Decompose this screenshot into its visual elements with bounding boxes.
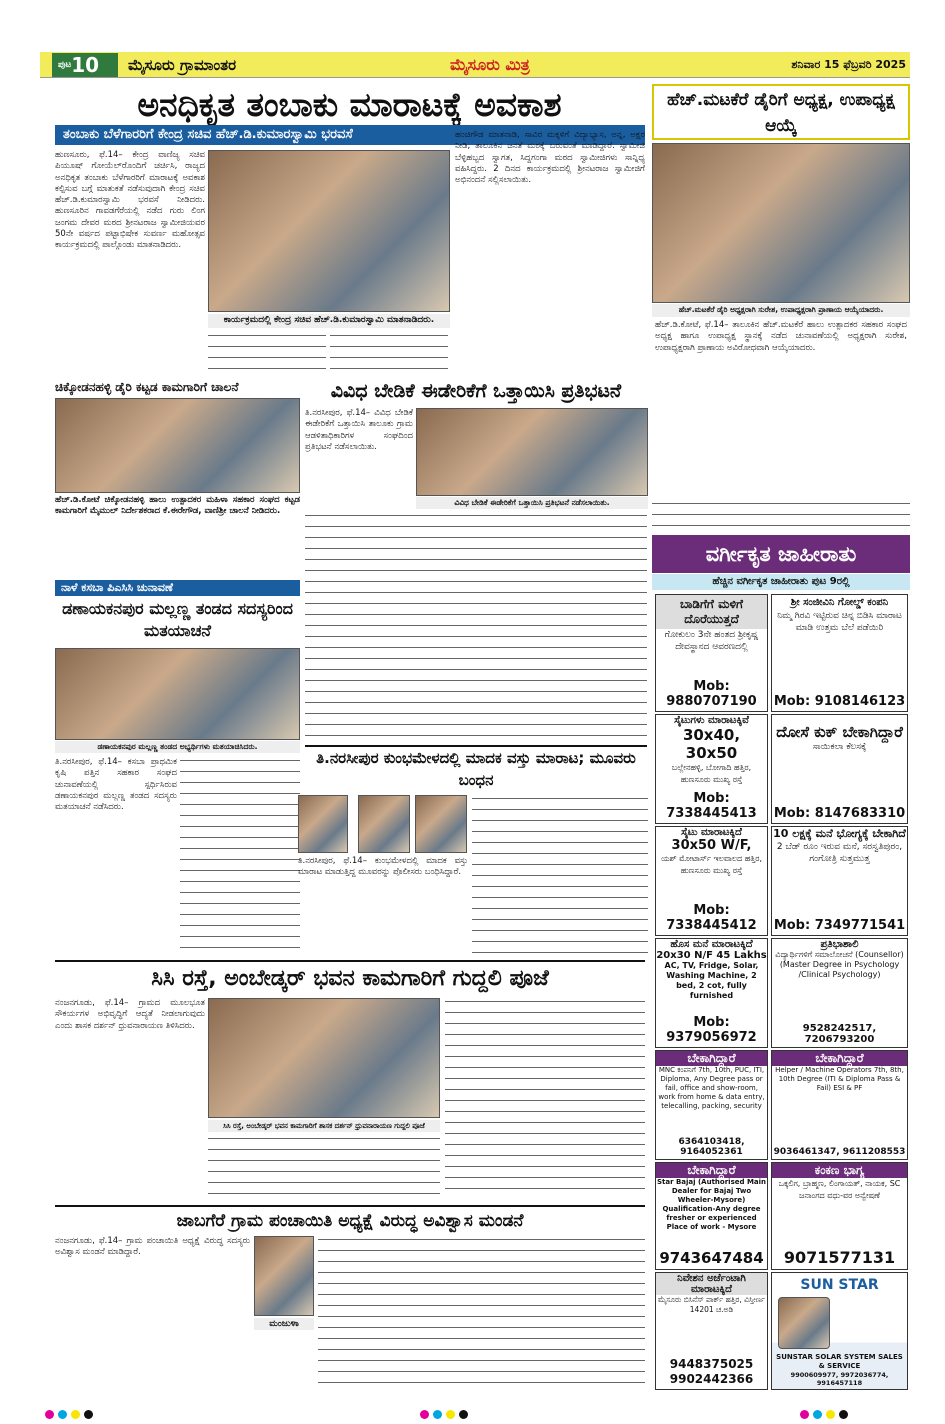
ad-star-bajaj bbox=[655, 1162, 768, 1270]
ad-house-lease bbox=[771, 826, 908, 936]
ad-mobile: 9448375025 9902442366 bbox=[669, 1357, 754, 1386]
registration-marks-center bbox=[420, 1404, 540, 1416]
ad-mobile: Mob: 8147683310 bbox=[773, 806, 906, 821]
lead-body-left bbox=[55, 150, 205, 370]
ad-title: ಶ್ರೀ ಸಂಜೀವಿನಿ ಗೋಲ್ಡ್ ಕಂಪನಿ bbox=[790, 597, 889, 608]
protest-headline: ವಿವಿಧ ಬೇಡಿಕೆ ಈಡೇರಿಕೆಗೆ ಒತ್ತಾಯಿಸಿ ಪ್ರತಿಭಟನೆ bbox=[330, 380, 622, 402]
ad-title: ಬೇಕಾಗಿದ್ದಾರೆ bbox=[772, 1051, 907, 1066]
ad-body: SUNSTAR SOLAR SYSTEM SALES & SERVICE bbox=[776, 1353, 903, 1370]
campaign-body-text: ತಿ.ನರಸೀಪುರ, ಫೆ.14– ಕಸಬಾ ಪ್ರಾಥಮಿಕ ಕೃಷಿ ಪತ್ತಿನ ಸಹಕಾರ ಸಂಘದ ಚುನಾವಣೆಯಲ್ಲಿ ಸ್ಪರ್ಧಿಸಿರುವ ಡಣಾಯಕನಪುರ ಮಲ್ಲಣ್ಣ ತಂಡದ ಸದಸ್ಯರು ಮತಯಾಚನೆ ನಡೆಸಿದರು. bbox=[55, 757, 177, 813]
ad-title: ಹೊಸ ಮನೆ ಮಾರಾಟಕ್ಕಿದೆ bbox=[670, 939, 753, 950]
campaign-caption: ಡಣಾಯಕನಪುರ ಮಲ್ಲಣ್ಣ ತಂಡದ ಅಭ್ಯರ್ಥಿಗಳು ಮತಯಾಚಿಸಿದರು. bbox=[55, 741, 300, 753]
ad-title: 10 ಲಕ್ಷಕ್ಕೆ ಮನೆ ಭೋಗ್ಯಕ್ಕೆ ಬೇಕಾಗಿದೆ bbox=[773, 827, 906, 840]
jabagere-caption: ಮಂಜುಳಾ bbox=[254, 1318, 314, 1330]
ad-body: 2 ಬೆಡ್ ರೂಂ ಇರುವ ಮನೆ, ಸರಸ್ವತಿಪುರಂ, ಗಂಗೋತ್ರಿ ಸುತ್ತಮುತ್ತ bbox=[776, 842, 903, 864]
jabagere-body bbox=[55, 1236, 250, 1386]
ad-mobile: 6364103418, 9164052361 bbox=[678, 1137, 745, 1157]
ad-shop-rent bbox=[655, 594, 768, 712]
ad-body: ನಿಮ್ಮ ಗಿರವಿ ಇಟ್ಟಿರುವ ಚಿನ್ನ ಬಿಡಿಸಿ ಮಾರಾಟ ಮಾಡಿ ಉತ್ತಮ ಬೆಲೆ ಪಡೆಯಿರಿ bbox=[777, 611, 902, 633]
drugs-body bbox=[298, 856, 468, 956]
lead-body-mid1 bbox=[208, 332, 326, 372]
page-number: 10 bbox=[71, 53, 100, 77]
ad-title: SUN STAR bbox=[800, 1277, 879, 1293]
road-body-col2 bbox=[445, 998, 645, 1198]
ad-title: ಬೇಕಾಗಿದ್ದಾರೆ bbox=[656, 1051, 767, 1066]
protest-body-text: ತಿ.ನರಸೀಪುರ, ಫೆ.14– ವಿವಿಧ ಬೇಡಿಕೆ ಈಡೇರಿಕೆಗೆ ಒತ್ತಾಯಿಸಿ ತಾಲೂಕು ಗ್ರಾಮ ಆಡಳಿತಾಧಿಕಾರಿಗಳ ಸಂಘದಿಂದ ಪ್ರತಿಭಟನೆ ನಡೆಸಲಾಯಿತು. bbox=[305, 408, 413, 452]
ad-mobile: 9071577131 bbox=[783, 1248, 896, 1267]
lead-subhead: ತಂಬಾಕು ಬೆಳೆಗಾರರಿಗೆ ಕೇಂದ್ರ ಸಚಿವ ಹೆಚ್.ಡಿ.ಕುಮಾರಸ್ವಾಮಿ ಭರವಸೆ bbox=[55, 125, 645, 145]
lead-body-right-text: ಹಂಚಿಗೌಡ ಮಾತನಾಡಿ, ಸಾವಿರ ಮಕ್ಕಳಿಗೆ ವಿದ್ಯಾಭ್ಯಾಸ, ಅನ್ನ, ಅಕ್ಷರ ನೀಡಿ, ತಾಲೂಕಿನ ಜನತೆ ಮಠಕ್ಕೆ ಬರುವಂತೆ ಮಾಡಿದ್ದಾರೆ. ಸ್ವಾಮೀಜಿ ಬೆಳ್ಳಿಹಬ್ಬದ ಸ್ವಾಗತ, ಸಿದ್ದಗಂಗಾ ಮಠದ ಸ್ವಾಮೀಜಿಗಳು ಸಾನ್ನಿಧ್ಯ ವಹಿಸಿದ್ದರು. 2 ದಿನದ ಕಾರ್ಯಕ್ರಮದಲ್ಲಿ ಶ್ರೀನಟರಾಜ ಸ್ವಾಮೀಜಿಗೆ ಅಭಿನಂದನೆ ಸಲ್ಲಿಸಲಾಯಿತು. bbox=[455, 130, 645, 186]
ad-title: ದೋಸೆ ಕುಕ್ ಬೇಕಾಗಿದ್ದಾರೆ bbox=[776, 723, 903, 741]
lead-body-mid2 bbox=[330, 332, 448, 372]
ad-body: ಬಲ್ಲೇನಹಳ್ಳಿ, ಬೋಗಾದಿ ಹತ್ತಿರ, ಹುಣಸೂರು ಮುಖ್ಯ ರಸ್ತೆ bbox=[671, 763, 752, 784]
ad-mobile: 9743647484 bbox=[659, 1249, 764, 1267]
ad-body: ಗೋಕುಲಂ 3ನೇ ಹಂತದ ಶ್ರೀಕೃಷ್ಣ ದೇವಸ್ಥಾನದ ಆವರಣದಲ್ಲಿ bbox=[664, 630, 759, 652]
ad-plot-sale bbox=[655, 1272, 768, 1390]
ad-body: AC, TV, Fridge, Solar, Washing Machine, 2 bed, 2 cot, fully furnished bbox=[664, 961, 759, 1000]
ad-big: 30x50 W/F, bbox=[671, 838, 752, 853]
page-number-box bbox=[52, 53, 118, 77]
campaign-photo bbox=[55, 648, 300, 740]
ad-title: ಸೈಟುಗಳು ಮಾರಾಟಕ್ಕಿವೆ bbox=[674, 715, 749, 726]
road-body bbox=[55, 998, 205, 1198]
drugs-body-text: ತಿ.ನರಸೀಪುರ, ಫೆ.14– ಕುಂಭಮೇಳದಲ್ಲಿ ಮಾದಕ ವಸ್ತು ಮಾರಾಟ ಮಾಡುತ್ತಿದ್ದ ಮೂವರನ್ನು ಪೊಲೀಸರು ಬಂಧಿಸಿದ್ದಾರೆ. bbox=[298, 856, 468, 878]
ad-sunstar bbox=[771, 1272, 908, 1390]
ad-title: ಬೇಕಾಗಿದ್ದಾರೆ bbox=[656, 1163, 767, 1178]
ad-title: ನಿವೇಶನ ಅರ್ಜೆಂಟಾಗಿ ಮಾರಾಟಕ್ಕಿದೆ bbox=[656, 1273, 767, 1295]
ad-matrimony bbox=[771, 1162, 908, 1270]
right-top-body-tail bbox=[652, 500, 910, 530]
ad-body: ಮೈಸೂರು ಬಿಸಿನೆಸ್ ಪಾರ್ಕ್ ಹತ್ತಿರ, ವಿಸ್ತೀರ್ಣ 14201 ಚ.ಅಡಿ bbox=[658, 1295, 765, 1314]
ad-body: Star Bajaj (Authorised Main Dealer for Bajaj Two Wheeler-Mysore) Qualification-Any degree fresher or experienced Place of work - Mysore bbox=[656, 1178, 767, 1231]
registration-marks-left bbox=[45, 1404, 165, 1416]
ad-mobile: Mob: 7338445413 bbox=[666, 791, 757, 821]
protest-photo bbox=[416, 408, 648, 496]
ad-mobile: Mob: 9108146123 bbox=[773, 694, 906, 709]
ad-mobile: Mob: 7338445412 bbox=[666, 903, 757, 933]
lead-photo bbox=[208, 150, 450, 312]
protest-body bbox=[305, 408, 413, 508]
ad-title: ಬಾಡಿಗೆಗೆ ಮಳಿಗೆ ದೊರೆಯುತ್ತದೆ bbox=[656, 595, 767, 629]
campaign-headline: ಡಣಾಯಕನಪುರ ಮಲ್ಲಣ್ಣ ತಂಡದ ಸದಸ್ಯರಿಂದ ಮತಯಾಚನೆ bbox=[62, 599, 293, 640]
ad-gold bbox=[771, 594, 908, 712]
campaign-kicker: ನಾಳೆ ಕಸಬಾ ಪಿಎಸಿಸಿ ಚುನಾವಣೆ bbox=[55, 580, 300, 596]
ad-mobile: Mob: 7349771541 bbox=[773, 918, 906, 933]
ad-body: ಯಶ್ ಮೋಟಾರ್ಸ್ ಇಲವಾಲದ ಹತ್ತಿರ, ಹುಣಸೂರು ಮುಖ್ಯ ರಸ್ತೆ bbox=[660, 854, 763, 875]
lead-headline: ಅನಧಿಕೃತ ತಂಬಾಕು ಮಾರಾಟಕ್ಕೆ ಅವಕಾಶ bbox=[137, 85, 562, 124]
road-body-col3 bbox=[208, 1135, 440, 1200]
right-top-caption: ಹೆಚ್.ಮಟಕೆರೆ ಡೈರಿ ಅಧ್ಯಕ್ಷರಾಗಿ ಸುರೇಶ, ಉಪಾಧ್ಯಕ್ಷರಾಗಿ ಪ್ರಾಣಾಯ ಆಯ್ಕೆಯಾದರು. bbox=[652, 304, 910, 317]
ad-mobile: 9036461347, 9611208553 bbox=[773, 1147, 906, 1157]
ad-sunstar-photo bbox=[778, 1297, 830, 1349]
classifieds-subtitle: ಹೆಚ್ಚಿನ ವರ್ಗೀಕೃತ ಜಾಹೀರಾತು ಪುಟ 9ರಲ್ಲಿ bbox=[652, 574, 910, 590]
masthead: ಮೈಸೂರು ಮಿತ್ರ bbox=[450, 55, 530, 74]
ad-site-sale bbox=[655, 826, 768, 936]
road-photo bbox=[208, 998, 440, 1118]
road-headline: ಸಿಸಿ ರಸ್ತೆ, ಅಂಬೇಡ್ಕರ್ ಭವನ ಕಾಮಗಾರಿಗೆ ಗುದ್ದಲಿ ಪೂಜೆ bbox=[55, 960, 645, 994]
ad-sites bbox=[655, 714, 768, 824]
ad-cook bbox=[771, 714, 908, 824]
section-name: ಮೈಸೂರು ಗ್ರಾಮಾಂತರ bbox=[128, 56, 237, 74]
ad-body: MNC ಕಂಪನಿಗೆ 7th, 10th, PUC, ITI, Diploma, Any Degree pass or fail, office and show-room, work from home & data entry, telecalling, packing, security bbox=[658, 1066, 765, 1110]
issue-date: ಶನಿವಾರ 15 ಫೆಬ್ರವರಿ 2025 bbox=[791, 58, 906, 71]
ad-new-house bbox=[655, 938, 768, 1048]
ad-mobile: Mob: 9880707190 bbox=[666, 679, 757, 709]
dairy-headline: ಚಿಕ್ಕೋಡನಹಳ್ಳಿ ಡೈರಿ ಕಟ್ಟಡ ಕಾಮಗಾರಿಗೆ ಚಾಲನೆ bbox=[55, 380, 239, 394]
campaign-body-col2 bbox=[180, 757, 300, 957]
right-top-body bbox=[655, 320, 907, 530]
drugs-headline: ತಿ.ನರಸೀಪುರ ಕುಂಭಮೇಳದಲ್ಲಿ ಮಾದಕ ವಸ್ತು ಮಾರಾಟ; ಮೂವರು ಬಂಧನ bbox=[305, 745, 647, 791]
ad-body: ಒಕ್ಕಲಿಗ, ಬ್ರಾಹ್ಮಣ, ಲಿಂಗಾಯತ್, ನಾಯಕ, SC ಜನಾಂಗದ ವಧು-ವರ ಅನ್ವೇಷಣೆ bbox=[778, 1179, 901, 1200]
ad-body: ಸಾಯಿಕಲಾ ಕೆಲಸಕ್ಕೆ bbox=[812, 742, 867, 752]
ad-title: ಸೈಟು ಮಾರಾಟಕ್ಕಿದೆ bbox=[681, 827, 742, 838]
registration-marks-right bbox=[800, 1404, 920, 1416]
page-label: ಪುಟ bbox=[58, 60, 72, 70]
accused-photo-1 bbox=[298, 795, 348, 853]
drugs-body-col2 bbox=[472, 795, 648, 955]
ad-mobile: 9528242517, 7206793200 bbox=[802, 1023, 877, 1045]
right-top-body-text: ಹೆಚ್.ಡಿ.ಕೋಟೆ, ಫೆ.14– ತಾಲೂಕಿನ ಹೆಚ್.ಮಟಕೆರೆ ಹಾಲು ಉತ್ಪಾದಕರ ಸಹಕಾರ ಸಂಘದ ಅಧ್ಯಕ್ಷ ಹಾಗೂ ಉಪಾಧ್ಯಕ್ಷ ಸ್ಥಾನಕ್ಕೆ ನಡೆದ ಚುನಾವಣೆಯಲ್ಲಿ ಅಧ್ಯಕ್ಷರಾಗಿ ಸುರೇಶ, ಉಪಾಧ್ಯಕ್ಷರಾಗಿ ಪ್ರಾಣಾಯ ಅವಿರೋಧವಾಗಿ ಆಯ್ಕೆಯಾದರು. bbox=[655, 320, 907, 353]
ad-title: ಪ್ರತಿಭಾಶಾಲಿ bbox=[820, 939, 859, 950]
protest-body-columns bbox=[305, 512, 647, 742]
ad-body: Helper / Machine Operators 7th, 8th, 10th Degree (ITI & Diploma Pass & Fail) ESI & PF bbox=[775, 1066, 904, 1092]
accused-photo-3 bbox=[415, 795, 467, 853]
ad-big: 30x40, 30x50 bbox=[682, 726, 741, 762]
ad-mobile: 9900609977, 9972036774, 9916457118 bbox=[790, 1371, 889, 1387]
right-top-photo bbox=[652, 143, 910, 303]
ad-counsellor bbox=[771, 938, 908, 1048]
jabagere-body-col2 bbox=[318, 1236, 645, 1386]
ad-title: ಕಂಕಣ ಭಾಗ್ಯ bbox=[772, 1163, 907, 1178]
dairy-photo bbox=[55, 398, 300, 493]
ad-big: 20x30 N/F 45 Lakhs bbox=[656, 950, 767, 961]
classifieds-title: ವರ್ಗೀಕೃತ ಜಾಹೀರಾತು bbox=[652, 535, 910, 573]
dairy-caption: ಹೆಚ್.ಡಿ.ಕೋಟೆ ಚಿಕ್ಕೋಡನಹಳ್ಳಿ ಹಾಲು ಉತ್ಪಾದಕರ ಮಹಿಳಾ ಸಹಕಾರ ಸಂಘದ ಕಟ್ಟಡ ಕಾಮಗಾರಿಗೆ ಮೈಮುಲ್ ನಿರ್ದೇಶಕರಾದ ಕೆ.ಈರೇಗೌಡ, ವಾಣಿಶ್ರೀ ಚಾಲನೆ ನೀಡಿದರು. bbox=[55, 495, 300, 517]
right-top-headline: ಹೆಚ್.ಮಟಕೆರೆ ಡೈರಿಗೆ ಅಧ್ಯಕ್ಷ, ಉಪಾಧ್ಯಕ್ಷ ಆಯ್ಕೆ bbox=[652, 84, 910, 140]
road-body-text: ನಂಜನಗೂಡು, ಫೆ.14– ಗ್ರಾಮದ ಮೂಲಭೂತ ಸೌಕರ್ಯಗಳ ಅಭಿವೃದ್ಧಿಗೆ ಆದ್ಯತೆ ನೀಡಲಾಗುವುದು ಎಂದು ಶಾಸಕ ದರ್ಶನ್ ಧ್ರುವನಾರಾಯಣ ತಿಳಿಸಿದರು. bbox=[55, 998, 205, 1031]
ad-mobile: Mob: 9379056972 bbox=[666, 1015, 757, 1045]
campaign-body bbox=[55, 757, 177, 957]
protest-caption: ವಿವಿಧ ಬೇಡಿಕೆ ಈಡೇರಿಕೆಗೆ ಒತ್ತಾಯಿಸಿ ಪ್ರತಿಭಟನೆ ನಡೆಸಲಾಯಿತು. bbox=[416, 497, 648, 509]
lead-caption: ಕಾರ್ಯಕ್ರಮದಲ್ಲಿ ಕೇಂದ್ರ ಸಚಿವ ಹೆಚ್.ಡಿ.ಕುಮಾರಸ್ವಾಮಿ ಮಾತನಾಡಿದರು. bbox=[208, 314, 450, 328]
jabagere-body-text: ನಂಜನಗೂಡು, ಫೆ.14– ಗ್ರಾಮ ಪಂಚಾಯಿತಿ ಅಧ್ಯಕ್ಷೆ ವಿರುದ್ಧ ಸದಸ್ಯರು ಅವಿಶ್ವಾಸ ಮಂಡನೆ ಮಾಡಿದ್ದಾರೆ. bbox=[55, 1236, 250, 1258]
road-caption: ಸಿಸಿ ರಸ್ತೆ, ಅಂಬೇಡ್ಕರ್ ಭವನ ಕಾಮಗಾರಿಗೆ ಶಾಸಕ ದರ್ಶನ್ ಧ್ರುವನಾರಾಯಣ ಗುದ್ದಲಿ ಪೂಜೆ bbox=[208, 1120, 440, 1132]
lead-body-left-text: ಹುಣಸೂರು, ಫೆ.14– ಕೇಂದ್ರ ವಾಣಿಜ್ಯ ಸಚಿವ ಪಿಯೂಷ್ ಗೋಯೆಲ್‌ರೊಂದಿಗೆ ಚರ್ಚಿಸಿ, ರಾಜ್ಯದ ಅನಧಿಕೃತ ತಂಬಾಕು ಬೆಳೆಗಾರರಿಗೆ ಮಾರಾಟಕ್ಕೆ ಅವಕಾಶ ಕಲ್ಪಿಸುವ ಬಗ್ಗೆ ಮಾತುಕತೆ ನಡೆಸುವುದಾಗಿ ಕೇಂದ್ರ ಸಚಿವ ಹೆಚ್.ಡಿ.ಕುಮಾರಸ್ವಾಮಿ ಭರವಸೆ ನೀಡಿದರು. ಹುಣಸೂರಿನ ಗಾವಡಗೆರೆಯಲ್ಲಿ ನಡೆದ ಗುರು ಲಿಂಗ ಜಂಗಮ ದೇವರ ಮಠದ ಶ್ರೀನಟರಾಜ ಸ್ವಾಮೀಜಿಯವರ 50ನೇ ವರ್ಷದ ಪಟ್ಟಾಭಿಷೇಕ ಸುವರ್ಣ ಮಹೋತ್ಸವ ಕಾರ್ಯಕ್ರಮದಲ್ಲಿ ಪಾಲ್ಗೊಂಡು ಮಾತನಾಡಿದರು. bbox=[55, 150, 205, 251]
ad-jobs-mnc bbox=[655, 1050, 768, 1160]
jabagere-photo bbox=[254, 1236, 314, 1316]
accused-photo-2 bbox=[358, 795, 410, 853]
ad-body: ವಿದ್ಯಾರ್ಥಿಗಳಿಗೆ ಸಮಾಲೋಚನೆ (Counsellor) (Master Degree in Psychology /Clinical Psychology) bbox=[775, 950, 904, 979]
ad-jobs-helper bbox=[771, 1050, 908, 1160]
jabagere-headline: ಜಾಬಗೆರೆ ಗ್ರಾಮ ಪಂಚಾಯಿತಿ ಅಧ್ಯಕ್ಷೆ ವಿರುದ್ಧ ಅವಿಶ್ವಾಸ ಮಂಡನೆ bbox=[55, 1205, 645, 1233]
lead-body-right bbox=[455, 130, 645, 372]
